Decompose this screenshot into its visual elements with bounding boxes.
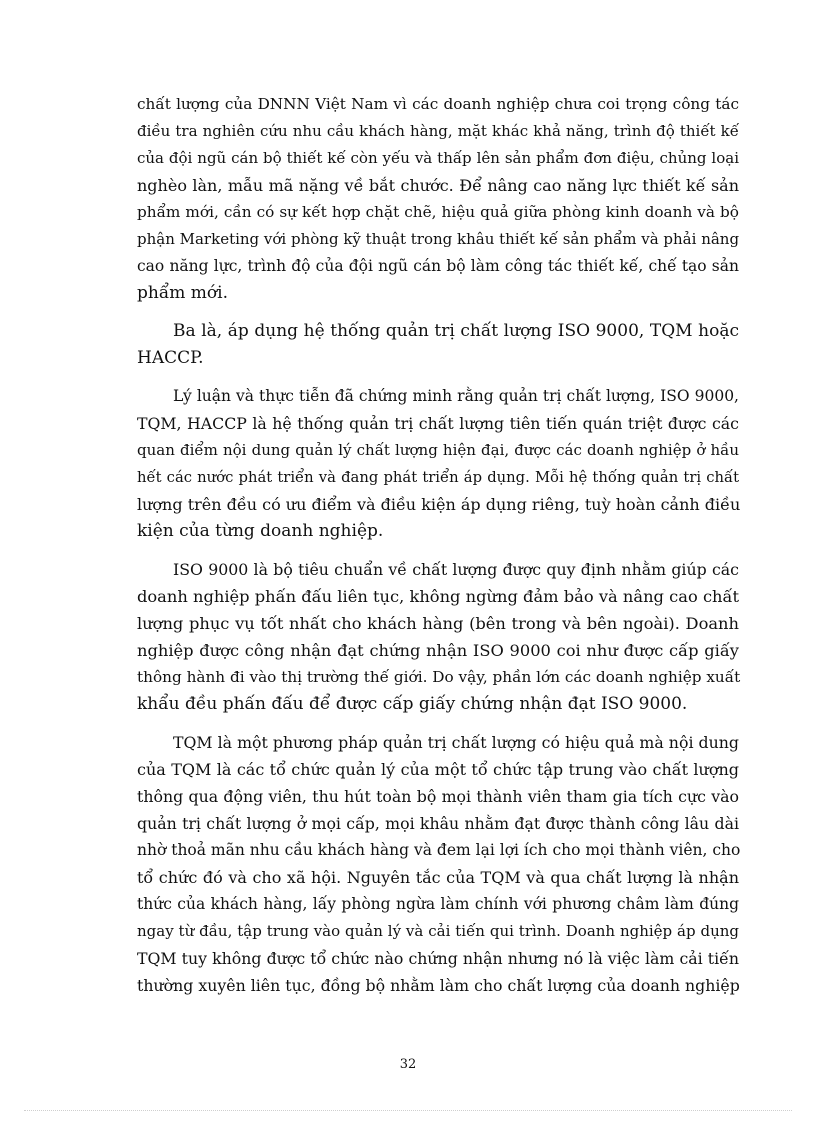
body-text <box>137 91 739 999</box>
text-line: nghiệp được công nhận đạt chứng nhận ISO 9000 coi như được cấp giấy <box>137 641 739 660</box>
text-line: của đội ngũ cán bộ thiết kế còn yếu và thấp lên sản phẩm đơn điệu, chủng loại <box>137 149 739 167</box>
text-line: TQM là một phương pháp quản trị chất lượng có hiệu quả mà nội dung <box>173 733 739 752</box>
text-line: nghèo làn, mẫu mã nặng về bắt chước. Để nâng cao năng lực thiết kế sản <box>137 176 739 195</box>
text-line: TQM, HACCP là hệ thống quản trị chất lượng tiên tiến quán triệt được các <box>137 414 739 433</box>
paragraph-1 <box>137 91 739 307</box>
text-line: ISO 9000 là bộ tiêu chuẩn về chất lượng được quy định nhằm giúp các <box>173 560 739 579</box>
text-line: phẩm mới, cần có sự kết hợp chặt chẽ, hiệu quả giữa phòng kinh doanh và bộ <box>137 203 739 221</box>
text-line: tổ chức đó và cho xã hội. Nguyên tắc của TQM và qua chất lượng là nhận <box>137 868 739 887</box>
page-number: 32 <box>399 1057 417 1072</box>
text-line: Lý luận và thực tiễn đã chứng minh rằng quản trị chất lượng, ISO 9000, <box>173 387 739 405</box>
text-line: quan điểm nội dung quản lý chất lượng hiện đại, được các doanh nghiệp ở hầu <box>137 441 739 459</box>
text-line: nhờ thoả mãn nhu cầu khách hàng và đem lại lợi ích cho mọi thành viên, cho <box>137 841 741 859</box>
text-line: của TQM là các tổ chức quản lý của một tổ chức tập trung vào chất lượng <box>137 760 739 779</box>
page-bottom-divider <box>24 1110 792 1111</box>
text-line: HACCP. <box>137 348 204 368</box>
paragraph-2 <box>137 318 739 372</box>
text-line: phẩm mới. <box>137 283 228 303</box>
text-line: Ba là, áp dụng hệ thống quản trị chất lượng ISO 9000, TQM hoặc <box>173 321 739 341</box>
text-line: quản trị chất lượng ở mọi cấp, mọi khâu nhằm đạt được thành công lâu dài <box>137 814 739 833</box>
paragraph-3 <box>137 383 739 545</box>
text-line: lượng phục vụ tốt nhất cho khách hàng (bên trong và bên ngoài). Doanh <box>137 614 739 633</box>
text-line: thường xuyên liên tục, đồng bộ nhằm làm cho chất lượng của doanh nghiệp <box>137 976 740 995</box>
text-line: doanh nghiệp phấn đấu liên tục, không ngừng đảm bảo và nâng cao chất <box>137 587 739 606</box>
paragraph-4 <box>137 556 739 718</box>
text-line: cao năng lực, trình độ của đội ngũ cán bộ làm công tác thiết kế, chế tạo sản <box>137 257 739 275</box>
text-line: ngay từ đầu, tập trung vào quản lý và cải tiến qui trình. Doanh nghiệp áp dụng <box>137 922 739 940</box>
text-line: phận Marketing với phòng kỹ thuật trong khâu thiết kế sản phẩm và phải nâng <box>137 230 740 248</box>
text-line: điều tra nghiên cứu nhu cầu khách hàng, mặt khác khả năng, trình độ thiết kế <box>137 122 739 140</box>
text-line: thông hành đi vào thị trường thế giới. Do vậy, phần lớn các doanh nghiệp xuất <box>137 668 741 686</box>
text-line: kiện của từng doanh nghiệp. <box>137 521 384 541</box>
text-line: lượng trên đều có ưu điểm và điều kiện áp dụng riêng, tuỳ hoàn cảnh điều <box>137 495 741 514</box>
text-line: hết các nước phát triển và đang phát triển áp dụng. Mỗi hệ thống quản trị chất <box>137 469 739 486</box>
text-line: thông qua động viên, thu hút toàn bộ mọi thành viên tham gia tích cực vào <box>137 787 739 806</box>
text-line: khẩu đều phấn đấu để được cấp giấy chứng nhận đạt ISO 9000. <box>137 694 688 714</box>
text-line: chất lượng của DNNN Việt Nam vì các doanh nghiệp chưa coi trọng công tác <box>137 95 739 113</box>
text-line: TQM tuy không được tổ chức nào chứng nhận nhưng nó là việc làm cải tiến <box>137 949 739 968</box>
text-line: thức của khách hàng, lấy phòng ngừa làm chính với phương châm làm đúng <box>137 895 739 913</box>
paragraph-5 <box>137 729 739 999</box>
